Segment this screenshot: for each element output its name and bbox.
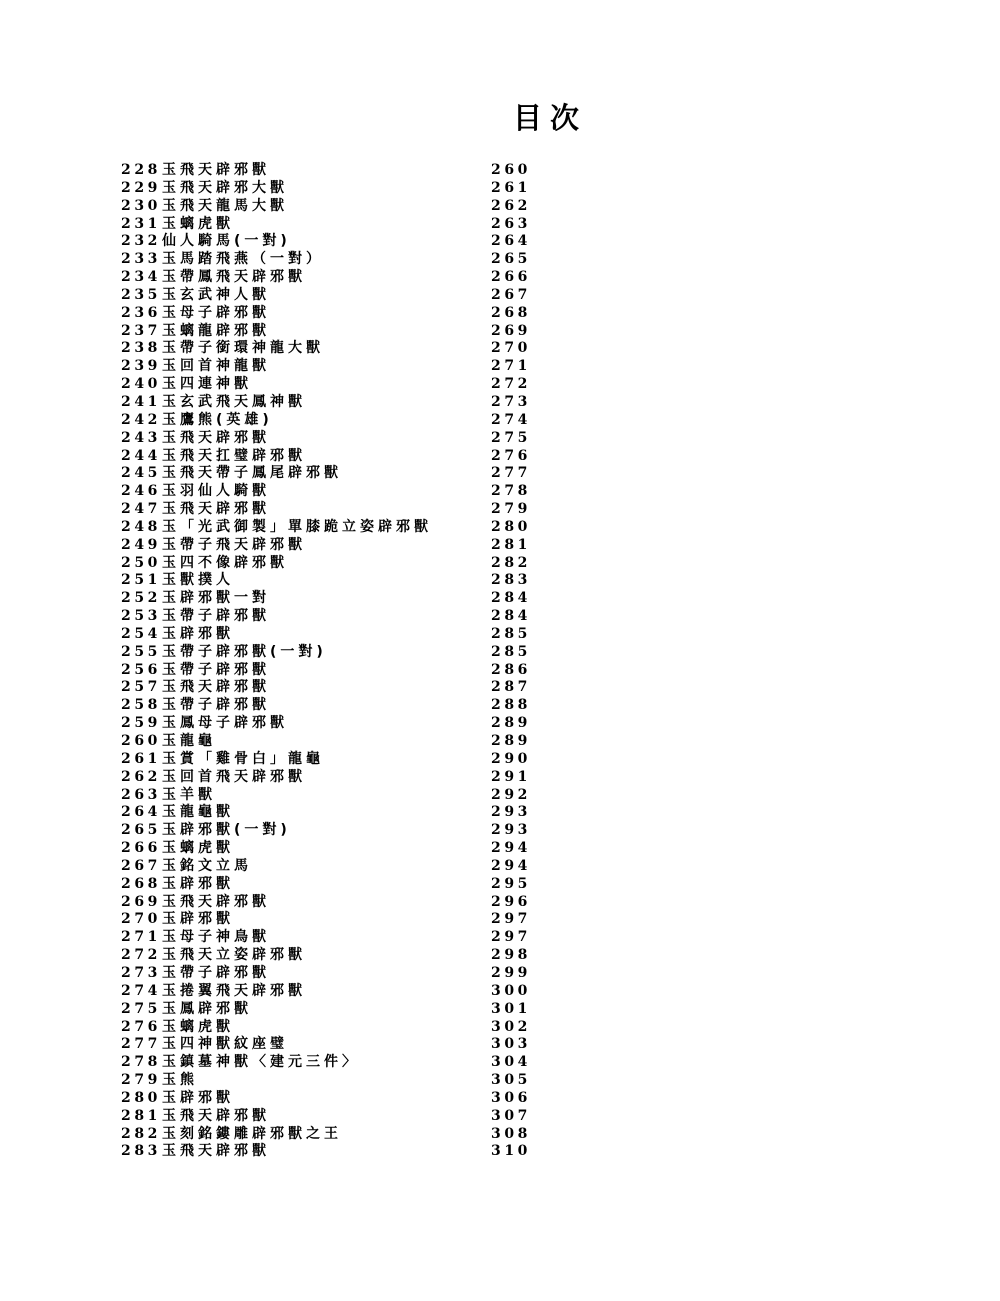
entry-number: 232 [121, 233, 162, 250]
entry-number: 277 [121, 1036, 162, 1053]
entry-page-number: 281 [491, 536, 532, 553]
entry-page-number: 289 [491, 733, 532, 749]
entry-page-number: 278 [491, 483, 532, 500]
entry-page-number: 279 [491, 501, 532, 518]
entry-title: 玉飛天立姿辟邪獸 [162, 947, 306, 964]
entry-page-number: 275 [491, 429, 532, 446]
toc-entry [121, 394, 541, 412]
entry-page-number: 273 [491, 393, 532, 410]
entry-number: 273 [121, 964, 162, 981]
entry-number: 239 [121, 358, 162, 375]
entry-page-number: 288 [491, 697, 532, 714]
entry-number: 254 [121, 625, 162, 642]
entry-page-number: 297 [491, 929, 532, 946]
entry-title: 玉四連神獸 [162, 376, 252, 393]
entry-number: 249 [121, 536, 162, 553]
entry-page-number: 268 [491, 304, 532, 321]
toc-entry [121, 983, 541, 1001]
toc-entry [121, 1090, 541, 1108]
entry-page-number: 303 [491, 1036, 532, 1053]
toc-entry [121, 644, 541, 662]
entry-title: 玉銘文立馬 [162, 857, 252, 874]
entry-title: 玉飛天龍馬大獸 [162, 197, 288, 214]
toc-entry [121, 733, 541, 751]
toc-entry [121, 894, 541, 912]
toc-entry [121, 269, 541, 287]
entry-title: 玉飛天辟邪獸 [162, 501, 270, 518]
entry-page-number: 299 [491, 964, 532, 981]
entry-number: 265 [121, 822, 162, 839]
entry-number: 245 [121, 465, 162, 482]
entry-title: 玉飛天扛璧辟邪獸 [162, 447, 306, 464]
toc-entry [121, 608, 541, 626]
toc-entry [121, 769, 541, 787]
entry-page-number: 277 [491, 465, 532, 482]
entry-title: 玉螭虎獸 [162, 1018, 234, 1035]
entry-page-number: 270 [491, 340, 532, 357]
entry-number: 241 [121, 393, 162, 410]
toc-entry [121, 662, 541, 680]
entry-page-number: 265 [491, 251, 532, 268]
entry-number: 246 [121, 483, 162, 500]
toc-entry [121, 555, 541, 573]
toc-entry [121, 787, 541, 805]
entry-title: 玉螭虎獸 [162, 215, 234, 232]
entry-title: 玉帶子飛天辟邪獸 [162, 536, 306, 553]
entry-page-number: 293 [491, 822, 532, 839]
entry-number: 270 [121, 911, 162, 928]
toc-entry [121, 465, 541, 483]
toc-entry [121, 162, 541, 180]
entry-number: 269 [121, 893, 162, 910]
entry-number: 252 [121, 590, 162, 607]
entry-number: 233 [121, 251, 162, 268]
toc-entry [121, 323, 541, 341]
entry-number: 235 [121, 286, 162, 303]
entry-page-number: 280 [491, 518, 532, 535]
entry-page-number: 260 [491, 162, 532, 178]
entry-page-number: 272 [491, 376, 532, 393]
entry-number: 253 [121, 608, 162, 625]
entry-page-number: 307 [491, 1107, 532, 1124]
entry-title: 玉四神獸紋座璧 [162, 1036, 288, 1053]
toc-entry [121, 572, 541, 590]
entry-number: 230 [121, 197, 162, 214]
entry-page-number: 271 [491, 358, 532, 375]
entry-title: 玉玄武飛天鳳神獸 [162, 393, 306, 410]
entry-number: 268 [121, 875, 162, 892]
entry-number: 263 [121, 786, 162, 803]
entry-number: 236 [121, 304, 162, 321]
entry-title: 玉玄武神人獸 [162, 286, 270, 303]
entry-page-number: 269 [491, 322, 532, 339]
entry-number: 282 [121, 1125, 162, 1142]
entry-title: 玉螭虎獸 [162, 840, 234, 857]
entry-number: 238 [121, 340, 162, 357]
entry-number: 256 [121, 661, 162, 678]
entry-title: 玉龍龜獸 [162, 804, 234, 821]
toc-entry [121, 198, 541, 216]
entry-title: 玉飛天辟邪大獸 [162, 179, 288, 196]
entry-title: 玉刻銘鏤雕辟邪獸之王 [162, 1125, 342, 1142]
entry-number: 281 [121, 1107, 162, 1124]
entry-title: 玉飛天辟邪獸 [162, 429, 270, 446]
toc-entry [121, 929, 541, 947]
entry-page-number: 310 [491, 1143, 532, 1160]
entry-page-number: 286 [491, 661, 532, 678]
entry-title: 玉帶子銜環神龍大獸 [162, 340, 324, 357]
entry-number: 251 [121, 572, 162, 589]
entry-title: 玉帶子辟邪獸(一對) [162, 643, 327, 660]
toc-entry [121, 1036, 541, 1054]
toc-entry [121, 287, 541, 305]
entry-page-number: 300 [491, 982, 532, 999]
entry-title: 玉回首飛天辟邪獸 [162, 768, 306, 785]
entry-number: 257 [121, 679, 162, 696]
entry-page-number: 294 [491, 857, 532, 874]
toc-entry [121, 822, 541, 840]
entry-number: 271 [121, 929, 162, 946]
toc-entry [121, 501, 541, 519]
entry-number: 242 [121, 411, 162, 428]
toc-entry [121, 590, 541, 608]
toc-entry [121, 233, 541, 251]
entry-number: 262 [121, 768, 162, 785]
toc-entry [121, 697, 541, 715]
entry-page-number: 264 [491, 233, 532, 250]
entry-title: 玉飛天辟邪獸 [162, 162, 270, 178]
entry-page-number: 266 [491, 269, 532, 286]
entry-page-number: 285 [491, 625, 532, 642]
entry-number: 247 [121, 501, 162, 518]
entry-number: 274 [121, 982, 162, 999]
entry-page-number: 297 [491, 911, 532, 928]
entry-page-number: 274 [491, 411, 532, 428]
entry-number: 272 [121, 947, 162, 964]
toc-entry [121, 679, 541, 697]
entry-number: 276 [121, 1018, 162, 1035]
toc-entry [121, 519, 541, 537]
toc-entry [121, 1001, 541, 1019]
toc-entry [121, 412, 541, 430]
entry-page-number: 294 [491, 840, 532, 857]
entry-title: 玉羽仙人騎獸 [162, 483, 270, 500]
entry-page-number: 290 [491, 750, 532, 767]
page-title: 目次 [512, 101, 587, 135]
entry-number: 244 [121, 447, 162, 464]
entry-title: 玉辟邪獸 [162, 875, 234, 892]
entry-number: 261 [121, 750, 162, 767]
toc-entry [121, 376, 541, 394]
toc-entry [121, 1143, 541, 1161]
entry-number: 279 [121, 1072, 162, 1089]
toc-entry [121, 1108, 541, 1126]
entry-title: 玉辟邪獸 [162, 911, 234, 928]
entry-number: 228 [121, 162, 162, 178]
toc-entry [121, 430, 541, 448]
toc-entry [121, 804, 541, 822]
entry-page-number: 276 [491, 447, 532, 464]
toc-entry [121, 448, 541, 466]
entry-page-number: 295 [491, 875, 532, 892]
toc-entry [121, 911, 541, 929]
entry-number: 267 [121, 857, 162, 874]
toc-entry [121, 965, 541, 983]
entry-title: 玉鳳母子辟邪獸 [162, 715, 288, 732]
entry-title: 玉飛天辟邪獸 [162, 893, 270, 910]
toc-entry [121, 180, 541, 198]
entry-title: 玉獸撲人 [162, 572, 234, 589]
entry-page-number: 298 [491, 947, 532, 964]
entry-title: 玉鳳辟邪獸 [162, 1000, 252, 1017]
toc-entry [121, 840, 541, 858]
entry-number: 264 [121, 804, 162, 821]
entry-page-number: 284 [491, 590, 532, 607]
entry-title: 玉捲翼飛天辟邪獸 [162, 982, 306, 999]
entry-page-number: 291 [491, 768, 532, 785]
entry-page-number: 305 [491, 1072, 532, 1089]
entry-page-number: 261 [491, 179, 532, 196]
entry-title: 玉羊獸 [162, 786, 216, 803]
entry-title: 玉四不像辟邪獸 [162, 554, 288, 571]
entry-page-number: 306 [491, 1089, 532, 1106]
entry-title: 玉馬踏飛燕（一對） [162, 251, 324, 268]
entry-page-number: 308 [491, 1125, 532, 1142]
entry-page-number: 282 [491, 554, 532, 571]
entry-number: 280 [121, 1089, 162, 1106]
toc-entry [121, 1019, 541, 1037]
entry-title: 玉飛天辟邪獸 [162, 679, 270, 696]
entry-number: 255 [121, 643, 162, 660]
toc-entry [121, 251, 541, 269]
entry-title: 玉帶子辟邪獸 [162, 697, 270, 714]
entry-title: 玉「光武御製」單膝跪立姿辟邪獸 [162, 518, 432, 535]
entry-page-number: 293 [491, 804, 532, 821]
entry-number: 278 [121, 1054, 162, 1071]
entry-page-number: 302 [491, 1018, 532, 1035]
entry-number: 234 [121, 269, 162, 286]
entry-title: 玉辟邪獸 [162, 625, 234, 642]
entry-page-number: 285 [491, 643, 532, 660]
entry-title: 玉螭龍辟邪獸 [162, 322, 270, 339]
toc-entry [121, 358, 541, 376]
entry-number: 260 [121, 733, 162, 749]
entry-number: 275 [121, 1000, 162, 1017]
entry-title: 玉飛天辟邪獸 [162, 1143, 270, 1160]
entry-page-number: 296 [491, 893, 532, 910]
entry-page-number: 262 [491, 197, 532, 214]
entry-title: 玉母子神鳥獸 [162, 929, 270, 946]
entry-number: 231 [121, 215, 162, 232]
entry-page-number: 289 [491, 715, 532, 732]
toc-entry [121, 537, 541, 555]
entry-title: 玉辟邪獸一對 [162, 590, 270, 607]
toc-entry [121, 947, 541, 965]
toc-entry [121, 340, 541, 358]
entry-page-number: 263 [491, 215, 532, 232]
table-of-contents [121, 162, 541, 1161]
toc-entry [121, 858, 541, 876]
entry-page-number: 284 [491, 608, 532, 625]
entry-number: 259 [121, 715, 162, 732]
entry-page-number: 287 [491, 679, 532, 696]
entry-title: 玉母子辟邪獸 [162, 304, 270, 321]
toc-entry [121, 876, 541, 894]
toc-entry [121, 1054, 541, 1072]
entry-title: 玉帶鳳飛天辟邪獸 [162, 269, 306, 286]
entry-page-number: 301 [491, 1000, 532, 1017]
entry-number: 248 [121, 518, 162, 535]
entry-number: 243 [121, 429, 162, 446]
entry-title: 玉帶子辟邪獸 [162, 964, 270, 981]
entry-number: 250 [121, 554, 162, 571]
toc-entry [121, 751, 541, 769]
toc-entry [121, 216, 541, 234]
entry-title: 玉帶子辟邪獸 [162, 608, 270, 625]
entry-number: 283 [121, 1143, 162, 1160]
toc-entry [121, 715, 541, 733]
entry-title: 玉飛天辟邪獸 [162, 1107, 270, 1124]
entry-page-number: 283 [491, 572, 532, 589]
entry-number: 266 [121, 840, 162, 857]
entry-number: 229 [121, 179, 162, 196]
entry-number: 258 [121, 697, 162, 714]
toc-entry [121, 305, 541, 323]
entry-title: 玉回首神龍獸 [162, 358, 270, 375]
toc-entry [121, 483, 541, 501]
entry-title: 玉辟邪獸(一對) [162, 822, 291, 839]
entry-title: 玉熊 [162, 1072, 198, 1089]
entry-title: 仙人騎馬(一對) [162, 233, 291, 250]
entry-title: 玉賞「雞骨白」龍龜 [162, 750, 324, 767]
entry-page-number: 267 [491, 286, 532, 303]
entry-page-number: 292 [491, 786, 532, 803]
entry-number: 237 [121, 322, 162, 339]
toc-entry [121, 626, 541, 644]
entry-title: 玉鎮墓神獸〈建元三件〉 [162, 1054, 360, 1071]
entry-title: 玉龍龜 [162, 733, 216, 749]
toc-entry [121, 1126, 541, 1144]
toc-entry [121, 1072, 541, 1090]
entry-title: 玉鷹熊(英雄) [162, 411, 273, 428]
entry-page-number: 304 [491, 1054, 532, 1071]
entry-title: 玉帶子辟邪獸 [162, 661, 270, 678]
entry-title: 玉飛天帶子鳳尾辟邪獸 [162, 465, 342, 482]
entry-number: 240 [121, 376, 162, 393]
entry-title: 玉辟邪獸 [162, 1089, 234, 1106]
